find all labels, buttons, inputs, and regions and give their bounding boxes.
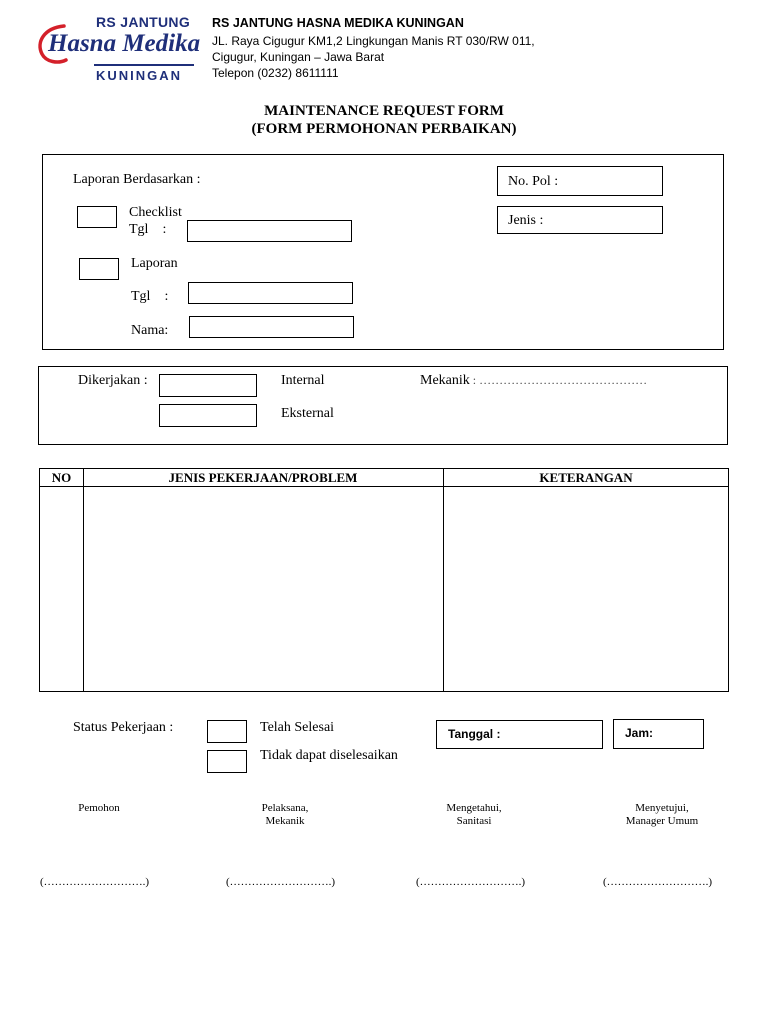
jam-label: Jam: xyxy=(625,726,654,740)
laporan-date-label: Tgl : xyxy=(131,289,169,304)
done-label: Telah Selesai xyxy=(260,720,335,735)
org-name: RS JANTUNG HASNA MEDIKA KUNINGAN xyxy=(212,16,464,30)
internal-label: Internal xyxy=(281,373,325,388)
internal-checkbox[interactable] xyxy=(159,374,257,397)
not-done-label: Tidak dapat diselesaikan xyxy=(260,748,398,763)
checklist-date-label: Tgl : xyxy=(129,222,167,237)
not-done-checkbox[interactable] xyxy=(207,750,247,773)
mekanik-label: Mekanik xyxy=(420,373,470,388)
dikerjakan-label: Dikerjakan : xyxy=(78,373,148,388)
checklist-label: Checklist xyxy=(129,205,182,220)
signature-pemohon-title: Pemohon xyxy=(78,802,120,814)
checklist-date-field[interactable] xyxy=(187,220,352,242)
work-table xyxy=(39,468,729,692)
laporan-checkbox[interactable] xyxy=(79,258,119,280)
signature-pelaksana xyxy=(215,802,355,828)
laporan-label: Laporan xyxy=(131,256,178,271)
form-subtitle: (FORM PERMOHONAN PERBAIKAN) xyxy=(251,121,517,137)
phone: Telepon (0232) 8611111 xyxy=(212,66,339,80)
jenis-label: Jenis : xyxy=(508,213,544,228)
signature-menyetujui xyxy=(592,802,732,828)
form-title: MAINTENANCE REQUEST FORM xyxy=(264,103,504,119)
signature-menyetujui-role: Manager Umum xyxy=(625,815,699,827)
signature-line-mengetahui[interactable]: (……………………….) xyxy=(416,876,526,888)
signature-mengetahui xyxy=(404,802,544,828)
logo xyxy=(34,14,204,88)
signature-mengetahui-role: Sanitasi xyxy=(456,815,492,827)
mekanik-dots: : …………………………………… xyxy=(469,373,648,387)
status-label: Status Pekerjaan : xyxy=(73,720,174,735)
nama-field[interactable] xyxy=(189,316,354,338)
done-checkbox[interactable] xyxy=(207,720,247,743)
address-line-1: JL. Raya Cigugur KM1,2 Lingkungan Manis RT 030/RW 011, xyxy=(212,34,535,48)
laporan-date-field[interactable] xyxy=(188,282,353,304)
logo-bottom-text: KUNINGAN xyxy=(96,68,183,83)
logo-top-text: RS JANTUNG xyxy=(96,14,191,30)
table-header-no: NO xyxy=(51,470,72,485)
mekanik-field[interactable] xyxy=(420,373,647,389)
signature-pelaksana-role: Mekanik xyxy=(265,815,305,827)
address-line-2: Cigugur, Kuningan – Jawa Barat xyxy=(212,50,385,64)
table-header-keterangan: KETERANGAN xyxy=(539,470,633,485)
eksternal-checkbox[interactable] xyxy=(159,404,257,427)
logo-underline xyxy=(94,64,194,66)
tanggal-label: Tanggal : xyxy=(448,727,501,741)
signature-line-pemohon[interactable]: (……………………….) xyxy=(40,876,150,888)
checklist-checkbox[interactable] xyxy=(77,206,117,228)
signature-line-pelaksana[interactable]: (……………………….) xyxy=(226,876,336,888)
signature-pemohon xyxy=(29,802,169,815)
signature-line-menyetujui[interactable]: (……………………….) xyxy=(603,876,713,888)
report-basis-label: Laporan Berdasarkan : xyxy=(73,172,201,187)
signature-pelaksana-title: Pelaksana, xyxy=(261,802,309,814)
signature-mengetahui-title: Mengetahui, xyxy=(446,802,502,814)
table-header-problem: JENIS PEKERJAAN/PROBLEM xyxy=(168,470,358,485)
table-cell-problem[interactable] xyxy=(84,487,443,692)
signature-menyetujui-title: Menyetujui, xyxy=(635,802,689,814)
table-cell-no[interactable] xyxy=(40,487,83,692)
logo-main-text: Hasna Medika xyxy=(48,30,201,57)
eksternal-label: Eksternal xyxy=(281,406,334,421)
nopol-label: No. Pol : xyxy=(508,174,559,189)
table-cell-keterangan[interactable] xyxy=(444,487,729,692)
nama-label: Nama: xyxy=(131,323,169,338)
